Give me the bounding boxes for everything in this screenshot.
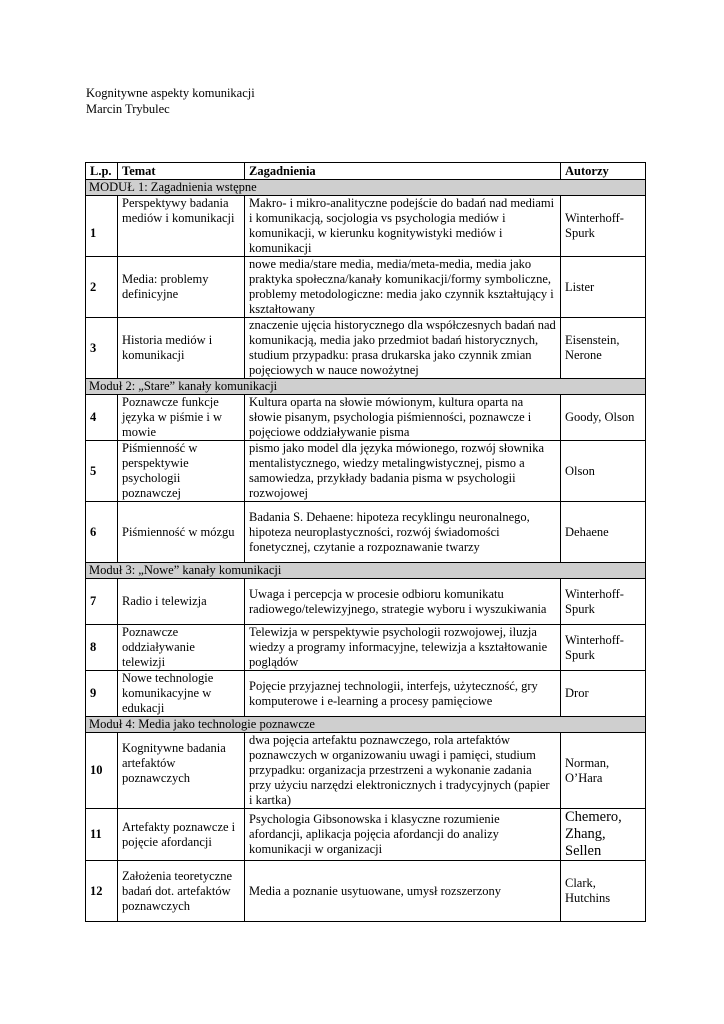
- row-issues: Telewizja w perspektywie psychologii rozwojowej, iluzja wiedzy a programy informacyjne, telewizja a kształtowanie poglądów: [245, 625, 561, 671]
- row-issues: Kultura oparta na słowie mówionym, kultura oparta na słowie pisanym, psychologia piśmienności, poznawcze i pojęciowe oddziaływanie pisma: [245, 395, 561, 441]
- row-number: 7: [86, 579, 118, 625]
- module-row: [86, 563, 646, 579]
- module-label: Moduł 2: „Stare” kanały komunikacji: [86, 379, 646, 395]
- row-number: 9: [86, 671, 118, 717]
- row-authors: Goody, Olson: [561, 395, 646, 441]
- module-label: Moduł 3: „Nowe” kanały komunikacji: [86, 563, 646, 579]
- row-topic: Historia mediów i komunikacji: [118, 318, 245, 379]
- row-topic: Nowe technologie komunikacyjne w edukacji: [118, 671, 245, 717]
- row-authors: Winterhoff-Spurk: [561, 625, 646, 671]
- row-authors: Eisenstein, Nerone: [561, 318, 646, 379]
- syllabus-table: [85, 162, 646, 922]
- row-topic: Poznawcze oddziaływanie telewizji: [118, 625, 245, 671]
- module-label: Moduł 4: Media jako technologie poznawcze: [86, 717, 646, 733]
- row-issues: Psychologia Gibsonowska i klasyczne rozumienie afordancji, aplikacja pojęcia afordancji do analizy komunikacji w organizacji: [245, 809, 561, 861]
- header-issues: Zagadnienia: [245, 163, 561, 180]
- table-row: [86, 733, 646, 809]
- row-authors: Lister: [561, 257, 646, 318]
- table-row: [86, 196, 646, 257]
- row-issues: Uwaga i percepcja w procesie odbioru komunikatu radiowego/telewizyjnego, strategie wyboru i wyszukiwania: [245, 579, 561, 625]
- header-authors: Autorzy: [561, 163, 646, 180]
- row-topic: Piśmienność w perspektywie psychologii poznawczej: [118, 441, 245, 502]
- row-authors: Clark, Hutchins: [561, 861, 646, 922]
- row-authors: Dehaene: [561, 502, 646, 563]
- row-authors: Winterhoff-Spurk: [561, 196, 646, 257]
- row-authors: Dror: [561, 671, 646, 717]
- row-number: 11: [86, 809, 118, 861]
- row-topic: Założenia teoretyczne badań dot. artefaktów poznawczych: [118, 861, 245, 922]
- row-authors: Winterhoff-Spurk: [561, 579, 646, 625]
- row-number: 12: [86, 861, 118, 922]
- table-row: [86, 502, 646, 563]
- row-topic: Perspektywy badania mediów i komunikacji: [118, 196, 245, 257]
- table-row: [86, 625, 646, 671]
- table-row: [86, 395, 646, 441]
- row-number: 3: [86, 318, 118, 379]
- row-issues: Pojęcie przyjaznej technologii, interfejs, użyteczność, gry komputerowe i e-learning a procesy pamięciowe: [245, 671, 561, 717]
- row-issues: dwa pojęcia artefaktu poznawczego, rola artefaktów poznawczych w organizowaniu uwagi i pamięci, studium przypadku: organizacja przestrzeni a wykonanie zadania przy użyciu narzędzi elektronicznych i tradycyjnych (papier i kartka): [245, 733, 561, 809]
- row-issues: nowe media/stare media, media/meta-media, media jako praktyka społeczna/kanały komunikacji/formy symboliczne, problemy metodologiczne: media jako czynnik kształtujący i kształtowany: [245, 257, 561, 318]
- row-number: 5: [86, 441, 118, 502]
- table-row: [86, 671, 646, 717]
- table-row: [86, 809, 646, 861]
- row-number: 1: [86, 196, 118, 257]
- row-issues: Makro- i mikro-analityczne podejście do badań nad mediami i komunikacją, socjologia vs psychologia mediów i komunikacji, w kierunku kognitywistyki mediów i komunikacji: [245, 196, 561, 257]
- table-row: [86, 861, 646, 922]
- row-issues: znaczenie ujęcia historycznego dla współczesnych badań nad komunikacją, media jako przedmiot badań historycznych, studium przypadku: prasa drukarska jako czynnik zmian pojęciowych w nauce nowożytnej: [245, 318, 561, 379]
- row-topic: Poznawcze funkcje języka w piśmie i w mowie: [118, 395, 245, 441]
- header-topic: Temat: [118, 163, 245, 180]
- module-row: [86, 379, 646, 395]
- row-issues: pismo jako model dla języka mówionego, rozwój słownika mentalistycznego, wiedzy metalingwistycznej, pismo a samowiedza, przykłady badania pisma w psychologii rozwojowej: [245, 441, 561, 502]
- document-author: Marcin Trybulec: [86, 102, 170, 116]
- row-number: 8: [86, 625, 118, 671]
- table-header-row: [86, 163, 646, 180]
- row-authors: Norman, O’Hara: [561, 733, 646, 809]
- table-row: [86, 579, 646, 625]
- row-topic: Radio i telewizja: [118, 579, 245, 625]
- module-label: MODUŁ 1: Zagadnienia wstępne: [86, 180, 646, 196]
- row-number: 2: [86, 257, 118, 318]
- table-row: [86, 257, 646, 318]
- module-row: [86, 180, 646, 196]
- module-row: [86, 717, 646, 733]
- row-number: 4: [86, 395, 118, 441]
- table-row: [86, 318, 646, 379]
- header-number: L.p.: [86, 163, 118, 180]
- document-header: [86, 85, 255, 117]
- row-issues: Media a poznanie usytuowane, umysł rozszerzony: [245, 861, 561, 922]
- row-topic: Kognitywne badania artefaktów poznawczych: [118, 733, 245, 809]
- row-number: 6: [86, 502, 118, 563]
- document-title: Kognitywne aspekty komunikacji: [86, 86, 255, 100]
- row-topic: Piśmienność w mózgu: [118, 502, 245, 563]
- row-issues: Badania S. Dehaene: hipoteza recyklingu neuronalnego, hipoteza neuroplastyczności, rozwój świadomości fonetycznej, czytanie a rozpoznawanie twarzy: [245, 502, 561, 563]
- row-topic: Artefakty poznawcze i pojęcie afordancji: [118, 809, 245, 861]
- row-authors: Olson: [561, 441, 646, 502]
- row-number: 10: [86, 733, 118, 809]
- row-topic: Media: problemy definicyjne: [118, 257, 245, 318]
- row-authors: Chemero, Zhang, Sellen: [561, 809, 646, 861]
- table-row: [86, 441, 646, 502]
